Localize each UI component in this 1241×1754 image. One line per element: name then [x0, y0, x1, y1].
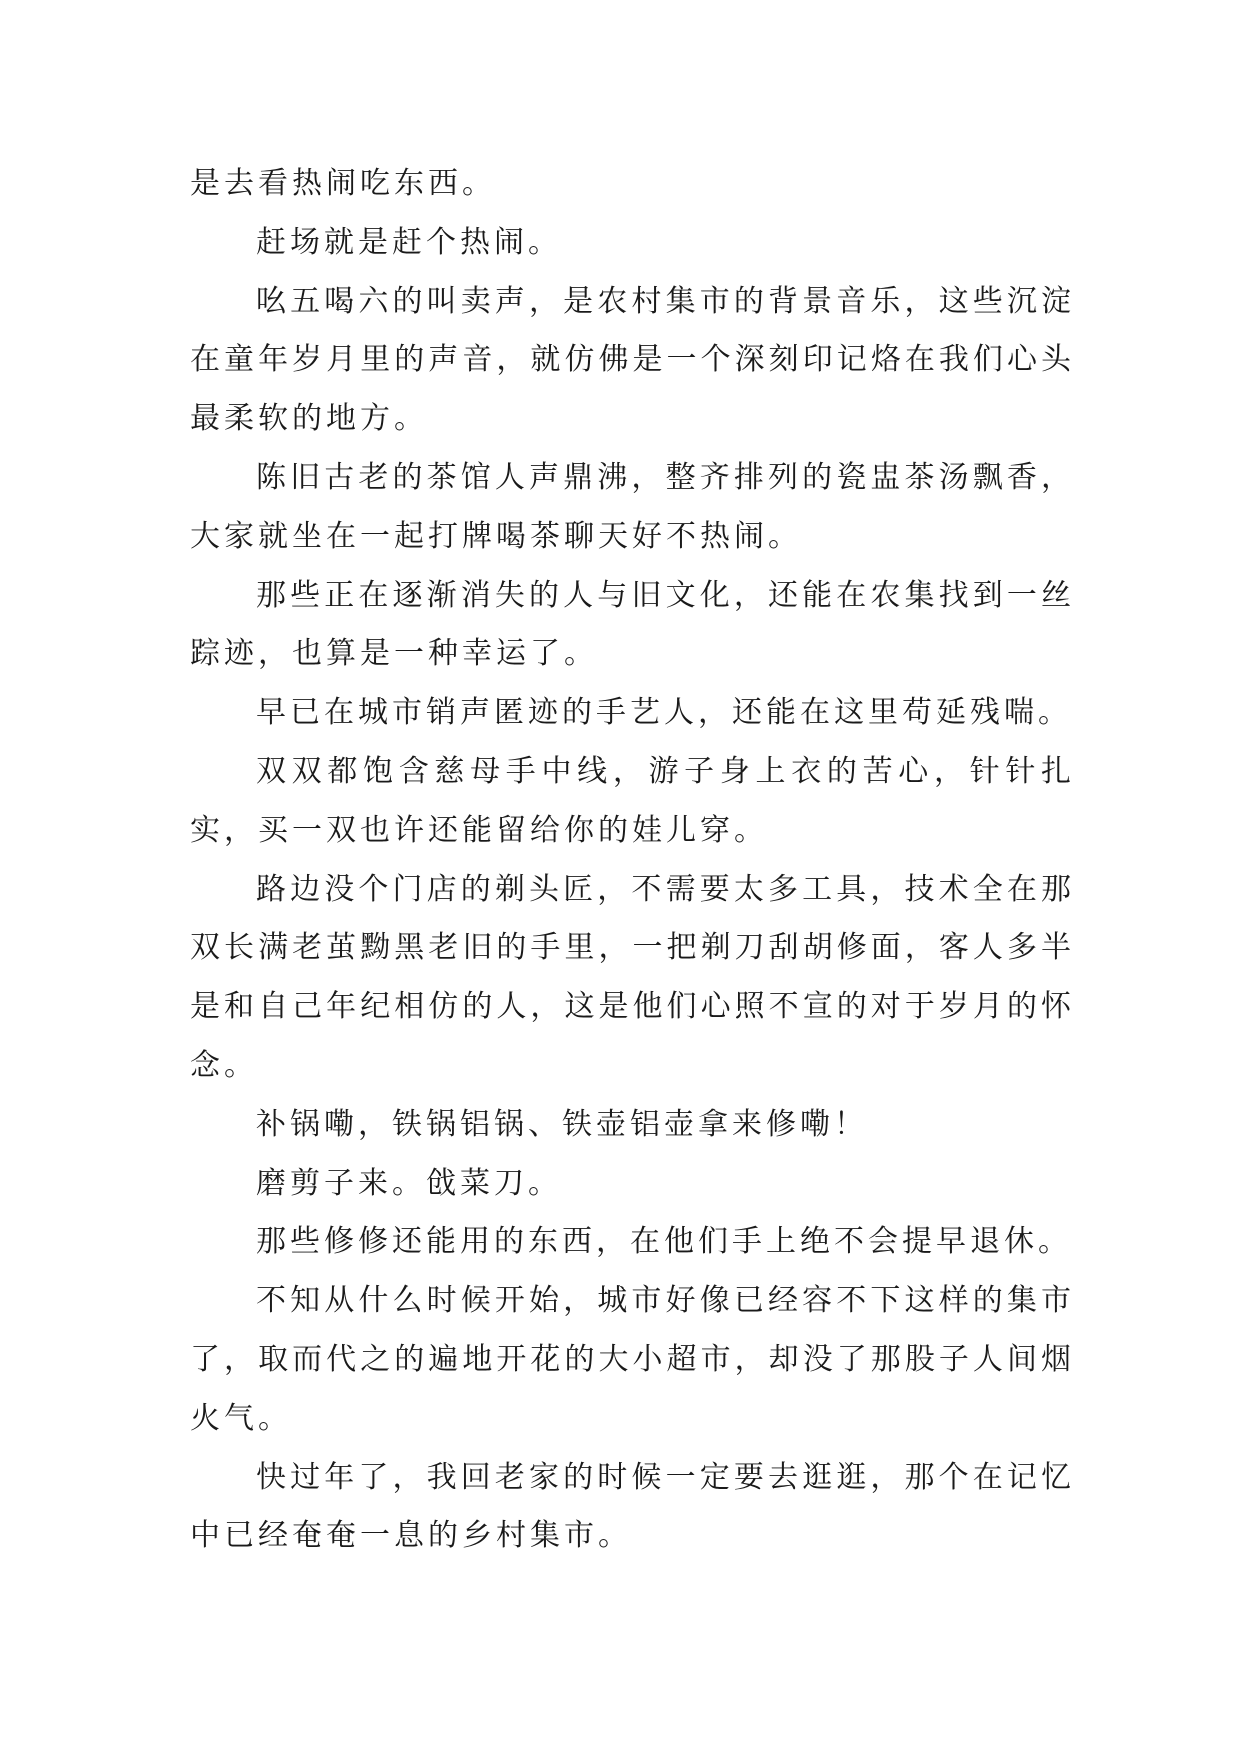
paragraph-1: 是去看热闹吃东西。: [190, 166, 496, 201]
paragraph-3: 吆五喝六的叫卖声，是农村集市的背景音乐，这些沉淀在童年岁月里的声音，就仿佛是一个深刻印记烙在我们心头最柔软的地方。: [190, 283, 1075, 437]
paragraph-2: 赶场就是赶个热闹。: [256, 224, 562, 260]
paragraph-13: 快过年了，我回老家的时候一定要去逛逛，那个在记忆中已经奄奄一息的乡村集市。: [190, 1459, 1075, 1554]
paragraph-9: 补锅嘞，铁锅铝锅、铁壶铝壶拿来修嘞！: [256, 1106, 868, 1142]
paragraph-12: 不知从什么时候开始，城市好像已经容不下这样的集市了，取而代之的遍地开花的大小超市，却没了那股子人间烟火气。: [190, 1283, 1075, 1436]
paragraph-6: 早已在城市销声匿迹的手艺人，还能在这里苟延残喘。: [256, 695, 1072, 731]
paragraph-8: 路边没个门店的剃头匠，不需要太多工具，技术全在那双长满老茧黝黑老旧的手里，一把剃刀刮胡修面，客人多半是和自己年纪相仿的人，这是他们心照不宣的对于岁月的怀念。: [190, 871, 1075, 1083]
body-text: [190, 155, 1075, 1566]
paragraph-4: 陈旧古老的茶馆人声鼎沸，整齐排列的瓷盅茶汤飘香，大家就坐在一起打牌喝茶聊天好不热闹。: [190, 459, 1075, 554]
paragraph-11: 那些修修还能用的东西，在他们手上绝不会提早退休。: [256, 1224, 1072, 1260]
paragraph-10: 磨剪子来。戗菜刀。: [256, 1165, 562, 1201]
paragraph-5: 那些正在逐渐消失的人与旧文化，还能在农集找到一丝踪迹，也算是一种幸运了。: [190, 577, 1075, 672]
paragraph-7: 双双都饱含慈母手中线，游子身上衣的苦心，针针扎实，买一双也许还能留给你的娃儿穿。: [190, 753, 1075, 848]
